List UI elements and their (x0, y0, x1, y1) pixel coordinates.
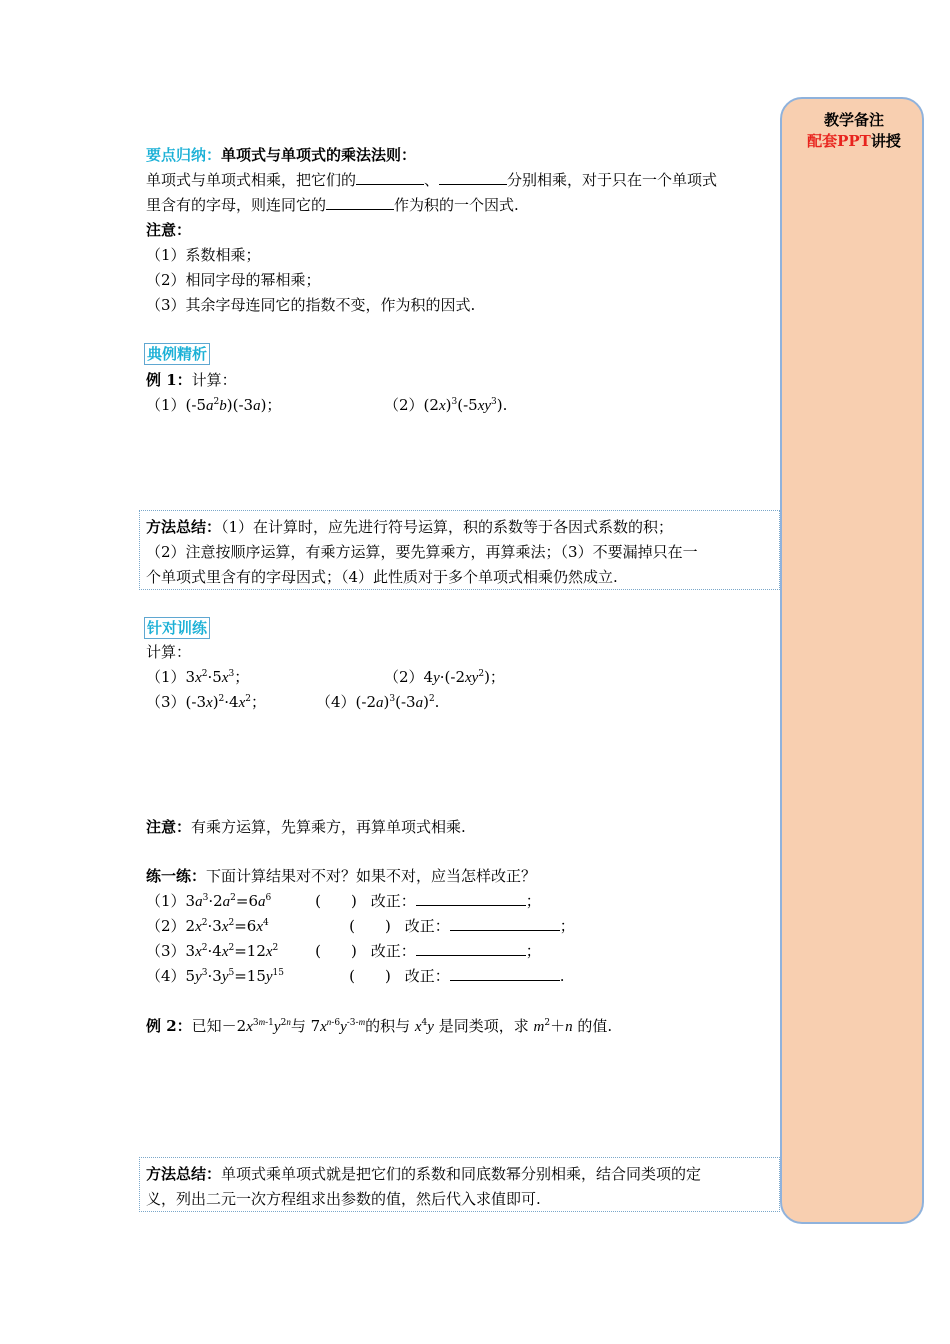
note-item: （3）其余字母连同它的指数不变，作为积的因式. (146, 296, 476, 314)
example2-text: 已知－2 (191, 1017, 247, 1035)
problem-number: （1） (146, 892, 186, 910)
punctuation: . (559, 967, 565, 985)
example2-text: 的积与 (365, 1017, 411, 1035)
keypoint-label: 要点归纳： (146, 146, 222, 164)
method-summary-label: 方法总结： (146, 1165, 222, 1183)
exercise-heading (146, 866, 536, 886)
note2-line (146, 817, 466, 837)
section-tag-practice: 针对训练 (144, 617, 210, 639)
exercise-label: 练一练： (146, 867, 207, 885)
practice-problem4 (316, 692, 439, 713)
judgment-paren: ( ) (349, 967, 391, 985)
exercise-answer (306, 891, 541, 911)
exercise-answer (306, 941, 541, 961)
method2-line2: 义，列出二元一次方程组求出参数的值，然后代入求值即可. (146, 1190, 541, 1208)
punctuation: ； (525, 942, 541, 960)
math-expression: $5y^3\cdot 3y^5=15y^{15}$ (185, 967, 284, 985)
problem-number: （1） (146, 396, 186, 414)
example1-heading (146, 370, 237, 390)
problem-number: （3） (146, 942, 186, 960)
keypoint-text: 分别相乘，对于只在一个单项式 (507, 171, 718, 189)
problem-number: （3） (146, 693, 186, 711)
math-expression: $(-3x)^2\cdot 4x^2$； (185, 693, 267, 711)
keypoint-rule-line2 (146, 195, 519, 215)
example2-line (146, 1016, 612, 1037)
practice-problem3 (146, 692, 266, 713)
exercise-item (146, 891, 271, 912)
keypoint-text: 作为积的一个因式. (394, 196, 519, 214)
problem-number: （4） (316, 693, 356, 711)
sidebar-lecture-label: 讲授 (870, 132, 901, 150)
note-item: （2）相同字母的幂相乘； (146, 271, 321, 289)
method-summary-line3: 个单项式里含有的字母因式；（4）此性质对于多个单项式相乘仍然成立. (146, 568, 618, 586)
exercise-text: 下面计算结果对不对？如果不对，应当怎样改正？ (206, 867, 537, 885)
judgment-paren: ( ) (349, 917, 391, 935)
punctuation: ； (559, 917, 575, 935)
example2-text: 与 7 (290, 1017, 321, 1035)
example2-label: 例 2： (146, 1017, 192, 1035)
problem-number: （1） (146, 668, 186, 686)
method-summary-text: （1）在计算时，应先进行符号运算，积的系数等于各因式系数的积； (221, 518, 674, 536)
problem-number: （2） (384, 668, 424, 686)
note2-text: 有乘方运算，先算乘方，再算单项式相乘. (191, 818, 466, 836)
fill-blank (439, 170, 507, 185)
sidebar-ppt-label: 配套PPT (807, 132, 871, 150)
math-expression: $3x^2\cdot 5x^3$； (185, 668, 250, 686)
practice-problem2 (384, 667, 505, 688)
exercise-item (146, 941, 278, 962)
punctuation: ； (525, 892, 541, 910)
correction-label: 改正： (370, 892, 416, 910)
example2-text: 是同类项，求 (438, 1017, 529, 1035)
correction-blank (416, 891, 526, 906)
exercise-answer (340, 966, 565, 986)
correction-label: 改正： (404, 917, 450, 935)
math-expression: n (565, 1019, 573, 1035)
keypoint-text: 里含有的字母，则连同它的 (146, 196, 327, 214)
keypoint-text: 、 (424, 171, 440, 189)
problem-number: （2） (384, 396, 424, 414)
math-expression: $m^2$ (533, 1018, 551, 1035)
correction-label: 改正： (370, 942, 416, 960)
math-expression: $4y\cdot(-2xy^2)$； (423, 668, 505, 686)
fill-blank (326, 195, 394, 210)
method2-line1 (146, 1164, 701, 1184)
method-summary-text: 单项式乘单项式就是把它们的系数和同底数幂分别相乘，结合同类项的定 (221, 1165, 702, 1183)
exercise-answer (340, 916, 575, 936)
section-tag-examples: 典例精析 (144, 343, 210, 365)
sidebar-title: 教学备注 (823, 111, 884, 129)
keypoint-heading: 单项式与单项式的乘法法则： (221, 146, 417, 164)
practice-prompt: 计算： (146, 643, 192, 661)
teaching-notes-sidebar (780, 97, 924, 1224)
fill-blank (356, 170, 424, 185)
example2-text: ＋ (550, 1017, 566, 1035)
correction-blank (450, 916, 560, 931)
example1-problem1 (146, 395, 281, 416)
note2-label: 注意： (146, 818, 192, 836)
method-summary-label: 方法总结： (146, 518, 222, 536)
example2-text: 的值. (577, 1017, 613, 1035)
keypoint-heading-line (146, 145, 416, 165)
math-expression: $2x^2\cdot 3x^2=6x^4$ (185, 917, 269, 935)
correction-label: 改正： (404, 967, 450, 985)
keypoint-rule-line1 (146, 170, 717, 190)
math-expression: $(2x)^3(-5xy^3)$. (423, 396, 508, 414)
exercise-item (146, 916, 269, 937)
example1-label: 例 1： (146, 371, 192, 389)
note-label: 注意： (146, 221, 192, 239)
practice-problem1 (146, 667, 249, 688)
problem-number: （4） (146, 967, 186, 985)
note-item: （1）系数相乘； (146, 246, 261, 264)
judgment-paren: ( ) (315, 942, 357, 960)
judgment-paren: ( ) (315, 892, 357, 910)
keypoint-text: 单项式与单项式相乘，把它们的 (146, 171, 357, 189)
example1-prompt: 计算： (191, 371, 237, 389)
method-summary-line2: （2）注意按顺序运算，有乘方运算，要先算乘方，再算乘法；（3）不要漏掉只在一 (146, 543, 698, 561)
math-expression: $x^4y$ (414, 1018, 434, 1035)
math-expression: $(-2a)^3(-3a)^2$. (355, 693, 440, 711)
problem-number: （2） (146, 917, 186, 935)
math-expression: $x^{3m-1}y^{2n}$ (246, 1017, 291, 1035)
exercise-item (146, 966, 284, 987)
math-expression: $(-5a^2b)(-3a)$； (185, 396, 282, 414)
method-summary-line1 (146, 517, 673, 537)
correction-blank (416, 941, 526, 956)
sidebar-subtitle (782, 130, 926, 151)
correction-blank (450, 966, 560, 981)
math-expression: $x^{n-6}y^{-3-m}$ (320, 1017, 366, 1035)
example1-problem2 (384, 395, 507, 416)
math-expression: $3x^2\cdot 4x^2=12x^2$ (185, 942, 279, 960)
math-expression: $3a^3\cdot 2a^2=6a^6$ (185, 892, 272, 910)
